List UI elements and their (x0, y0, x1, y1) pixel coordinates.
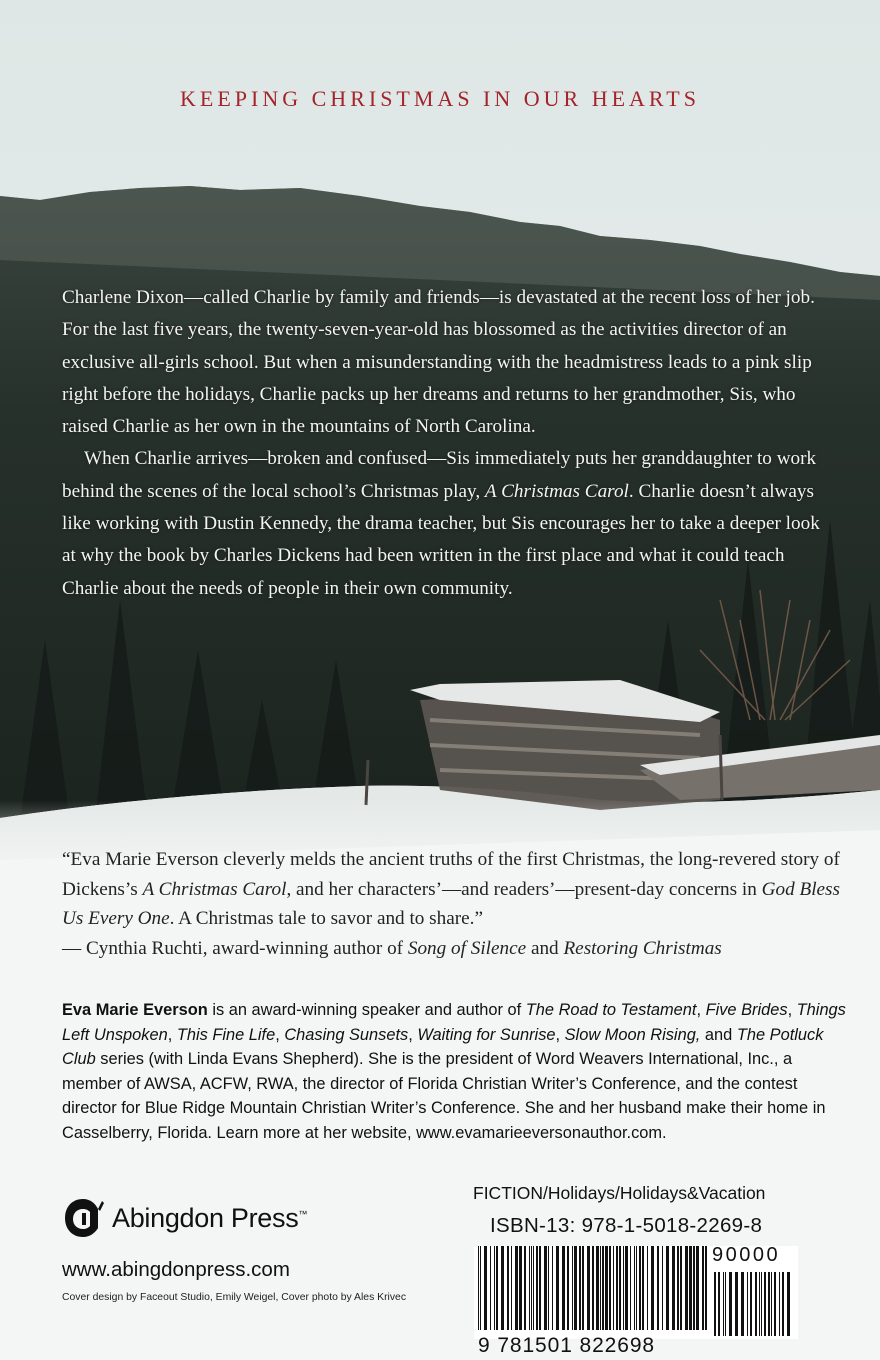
barcode-bar (480, 1246, 481, 1330)
endorsement-text: “Eva Marie Everson cleverly melds the ancient truths of the first Christmas, the long-revered story of Dickens’s A Christmas Carol, and her characters’—and readers’—present-day concerns in God Bless Us Every One. A Christmas tale to savor and to share.” (62, 849, 840, 930)
barcode-addon-bar (761, 1272, 762, 1336)
barcode-addon-bar (771, 1272, 772, 1336)
barcode-addon-bar (729, 1272, 732, 1336)
barcode-bar (642, 1246, 644, 1330)
barcode-bar (574, 1246, 577, 1330)
barcode-addon-bar (774, 1272, 776, 1336)
synopsis-paragraph-2: When Charlie arrives—broken and confused—Sis immediately puts her granddaughter to work behind the scenes of the local school’s Christmas play, A Christmas Carol. Charlie doesn’t always like working with Dustin Kennedy, the drama teacher, but Sis encourages her to take a deeper look at why the book by Charles Dickens had been written in the first place and what it could teach Charlie about the needs of people in their own community. (62, 448, 820, 599)
author-bio: Eva Marie Everson is an award-winning speaker and author of The Road to Testament, Five Brides, Things Left Unspoken, This Fine Life, Chasing Sunsets, Waiting for Sunrise, Slow Moon Rising, and The Potluck Club series (with Linda Evans Shepherd). She is the president of Word Weavers International, Inc., a member of AWSA, ACFW, RWA, the director of Florida Christian Writer’s Conference, and the contest director for Blue Ridge Mountain Christian Writer’s Conference. She and her husband make their home in Casselberry, Florida. Learn more at her website, www.evamarieeversonauthor.com. (62, 1001, 846, 1142)
barcode-bar (623, 1246, 624, 1330)
barcode-bar (572, 1246, 573, 1330)
barcode-bar (672, 1246, 675, 1330)
barcode-bar (507, 1246, 509, 1330)
barcode-bar (524, 1246, 526, 1330)
barcode-addon-bar (735, 1272, 738, 1336)
barcode-addon-bar (725, 1272, 726, 1336)
barcode-bar (602, 1246, 604, 1330)
barcode-bar (616, 1246, 618, 1330)
barcode-bar (511, 1246, 512, 1330)
barcode-bar (539, 1246, 541, 1330)
barcode-bar (689, 1246, 692, 1330)
isbn-label: ISBN-13: 978-1-5018-2269-8 (490, 1214, 763, 1237)
abingdon-logo-icon (60, 1195, 106, 1241)
barcode-bar (582, 1246, 584, 1330)
barcode-bar (515, 1246, 518, 1330)
barcode-bar (609, 1246, 611, 1330)
barcode-bar (529, 1246, 530, 1330)
barcode-digits: 9 781501 822698 (478, 1334, 655, 1357)
barcode-bar (519, 1246, 522, 1330)
barcode-bar (693, 1246, 695, 1330)
barcode-bar (562, 1246, 565, 1330)
barcode-bar (490, 1246, 491, 1330)
bisac-category: FICTION/Holidays/Holidays&Vacation (473, 1183, 766, 1203)
barcode-bar (600, 1246, 601, 1330)
barcode-bar (494, 1246, 495, 1330)
barcode-bar (579, 1246, 581, 1330)
barcode-addon-bar (718, 1272, 720, 1336)
barcode-bar (596, 1246, 599, 1330)
barcode-addon-bar (747, 1272, 748, 1336)
barcode-bar (531, 1246, 532, 1330)
publisher-name: Abingdon Press™ (112, 1202, 308, 1233)
barcode-bar (702, 1246, 704, 1330)
barcode-addon-bar (787, 1272, 790, 1336)
barcode-bar (634, 1246, 635, 1330)
barcode-bar (484, 1246, 487, 1330)
barcode-bar (680, 1246, 682, 1330)
barcode-bar (625, 1246, 628, 1330)
barcode-addon-bar (755, 1272, 757, 1336)
barcode-addon-bar (759, 1272, 760, 1336)
barcode-bar (651, 1246, 654, 1330)
barcode-bar (548, 1246, 549, 1330)
endorsement-quote (62, 845, 852, 964)
barcode-bar (657, 1246, 659, 1330)
barcode-bar (647, 1246, 648, 1330)
barcode-addon-bar (779, 1272, 780, 1336)
barcode-addon-bar (750, 1272, 752, 1336)
barcode-bar (536, 1246, 538, 1330)
synopsis (62, 282, 832, 605)
barcode-addon-bar (764, 1272, 766, 1336)
barcode-bar (567, 1246, 569, 1330)
barcode-addon-bar (782, 1272, 784, 1336)
barcode-addon-bar (768, 1272, 770, 1336)
barcode-bar (666, 1246, 669, 1330)
barcode-bar (613, 1246, 614, 1330)
book-title-christmas-carol: A Christmas Carol (484, 480, 629, 502)
endorsement-attribution: — Cynthia Ruchti, award-winning author of Song of Silence and Restoring Christmas (62, 938, 722, 960)
barcode-bar (478, 1246, 479, 1330)
barcode-bar (544, 1246, 547, 1330)
barcode-bar (501, 1246, 504, 1330)
barcode-bar (533, 1246, 534, 1330)
barcode-bar (685, 1246, 688, 1330)
author-name: Eva Marie Everson (62, 1001, 208, 1019)
barcode-bar (552, 1246, 553, 1330)
barcode-bar (587, 1246, 590, 1330)
publisher-logo (60, 1195, 307, 1241)
barcode-bar (639, 1246, 641, 1330)
barcode-bar (662, 1246, 663, 1330)
barcode-bar (619, 1246, 621, 1330)
barcode-addon-bar (714, 1272, 716, 1336)
barcode-bar (677, 1246, 679, 1330)
barcode-bar (630, 1246, 631, 1330)
barcode-price-code: 90000 (712, 1244, 781, 1266)
barcode-bar (605, 1246, 608, 1330)
barcode-addon-bar (723, 1272, 724, 1336)
barcode-bar (592, 1246, 594, 1330)
cover-tagline: KEEPING CHRISTMAS IN OUR HEARTS (180, 86, 700, 111)
barcode-addon-bar (741, 1272, 744, 1336)
barcode-bar (496, 1246, 498, 1330)
barcode-bar (636, 1246, 637, 1330)
publisher-url: www.abingdonpress.com (62, 1258, 290, 1281)
barcode-bar (696, 1246, 699, 1330)
barcode-bar (556, 1246, 559, 1330)
cover-credits: Cover design by Faceout Studio, Emily Weigel, Cover photo by Ales Krivec (62, 1292, 407, 1303)
barcode-bar (705, 1246, 707, 1330)
synopsis-paragraph-1: Charlene Dixon—called Charlie by family and friends—is devastated at the recent loss of her job. For the last five years, the twenty-seven-year-old has blossomed as the activities director of an exclusive all-girls school. But when a misunderstanding with the headmistress leads to a pink slip right before the holidays, Charlie packs up her dreams and returns to her grandmother, Sis, who raised Charlie as her own in the mountains of North Carolina. (62, 287, 815, 438)
